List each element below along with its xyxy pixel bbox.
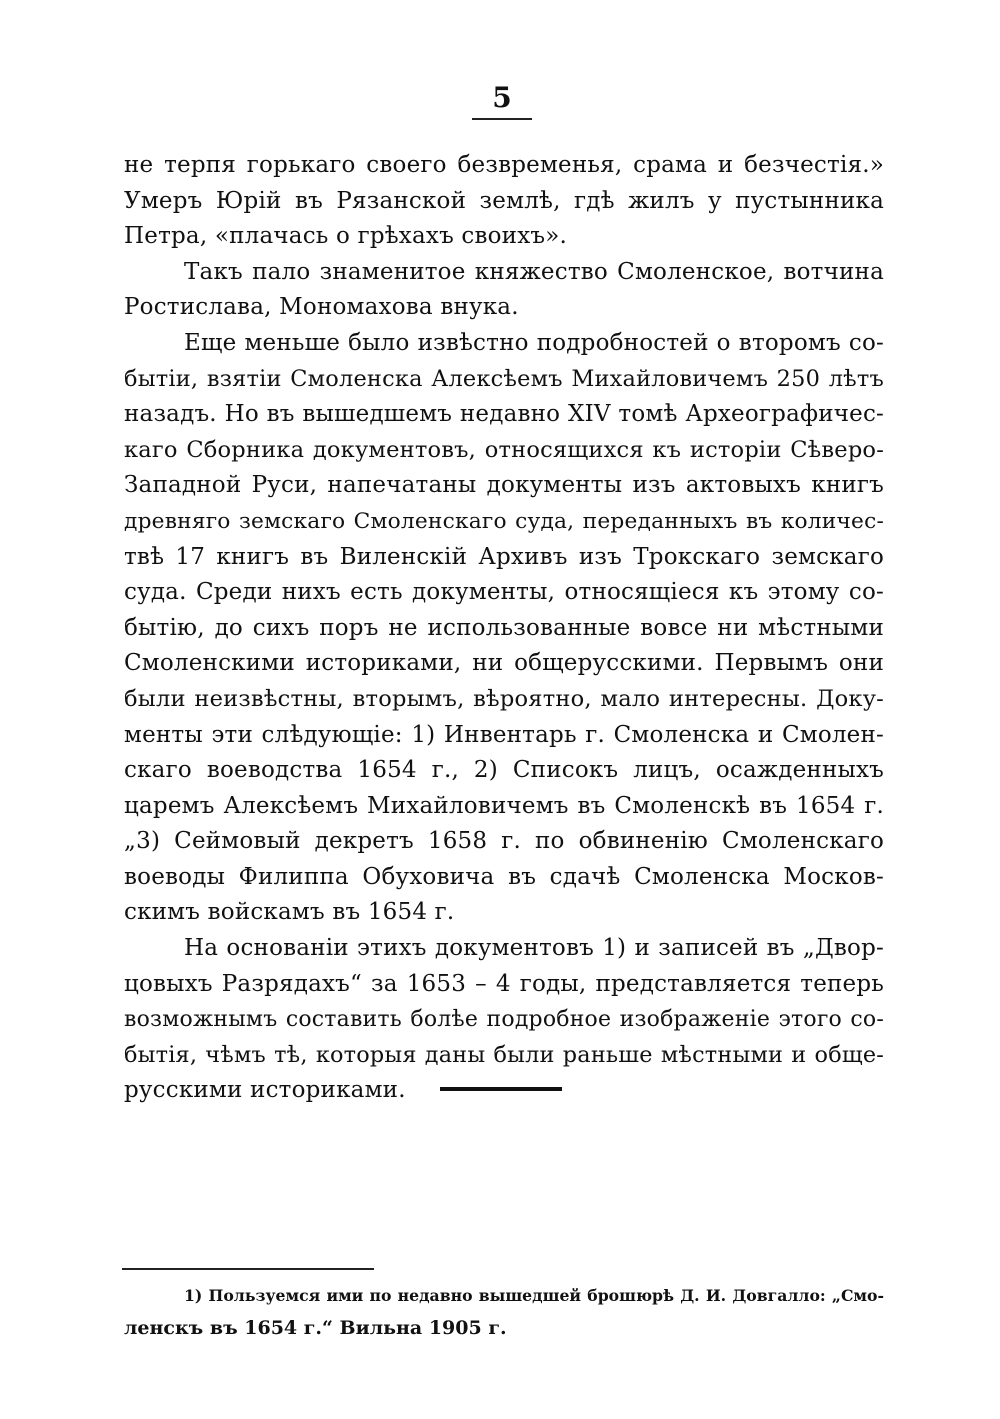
text-line: Ростислава, Мономахова внука. (124, 294, 519, 321)
text-line: твѣ 17 книгъ въ Виленскій Архивъ изъ Трокскаго земскаго (124, 543, 884, 570)
footnotes (124, 1280, 884, 1344)
text-line: бытіи, взятіи Смоленска Алексѣемъ Михайловичемъ 250 лѣтъ (124, 365, 884, 392)
text-line: возможнымъ составить болѣе подробное изображеніе этого со- (124, 1007, 884, 1033)
text-line: русскими историками. (124, 1077, 406, 1104)
text-line: скимъ войскамъ въ 1654 г. (124, 899, 455, 926)
text-line: скаго воеводства 1654 г., 2) Списокъ лицъ, осажденныхъ (124, 757, 884, 784)
text-line: каго Сборника документовъ, относящихся къ исторіи Сѣверо- (124, 436, 884, 463)
footnote-line: 1) Пользуемся ими по недавно вышедшей брошюрѣ Д. И. Довгалло: „Смо- (184, 1286, 884, 1305)
text-line: бытія, чѣмъ тѣ, которыя даны были раньше мѣстными и обще- (124, 1041, 884, 1068)
text-line: Западной Руси, напечатаны документы изъ актовыхъ книгъ (124, 472, 884, 499)
text-line: Петра, «плачась о грѣхахъ своихъ». (124, 223, 568, 250)
page-number: 5 (492, 81, 512, 114)
page-number-underline (472, 118, 532, 120)
text-line: Смоленскими историками, ни общерусскими. Первымъ они (124, 650, 884, 677)
text-line: Такъ пало знаменитое княжество Смоленское, вотчина (184, 258, 884, 285)
text-line: Умеръ Юрій въ Рязанской землѣ, гдѣ жилъ у пустынника (124, 187, 884, 214)
section-end-rule (440, 1087, 562, 1091)
text-line: цовыхъ Разрядахъ“ за 1653 – 4 годы, представляется теперь (124, 970, 884, 997)
text-line: суда. Среди нихъ есть документы, относящіеся къ этому со- (124, 579, 884, 606)
text-line: царемъ Алексѣемъ Михайловичемъ въ Смоленскѣ въ 1654 г. (124, 792, 884, 819)
text-line: назадъ. Но въ вышедшемъ недавно XIV томѣ Археографичес- (124, 401, 884, 428)
text-line: древняго земскаго Смоленскаго суда, переданныхъ въ количес- (124, 508, 884, 534)
text-line: не терпя горькаго своего безвременья, срама и безчестія.» (124, 152, 884, 178)
footnote-line: ленскъ въ 1654 г.“ Вильна 1905 г. (124, 1317, 507, 1339)
text-line: воеводы Филиппа Обуховича въ сдачѣ Смоленска Москов- (124, 863, 884, 890)
text-line: менты эти слѣдующіе: 1) Инвентарь г. Смоленска и Смолен- (124, 721, 884, 748)
text-line: „3) Сеймовый декретъ 1658 г. по обвиненію Смоленскаго (124, 828, 884, 855)
footnote-separator (122, 1268, 374, 1270)
text-line: бытію, до сихъ поръ не использованные вовсе ни мѣстными (124, 614, 884, 641)
text-line: На основаніи этихъ документовъ 1) и записей въ „Двор- (184, 935, 884, 962)
body-text (124, 148, 884, 1109)
text-line: Еще меньше было извѣстно подробностей о второмъ со- (184, 329, 884, 356)
text-line: были неизвѣстны, вторымъ, вѣроятно, мало интересны. Доку- (124, 685, 884, 712)
